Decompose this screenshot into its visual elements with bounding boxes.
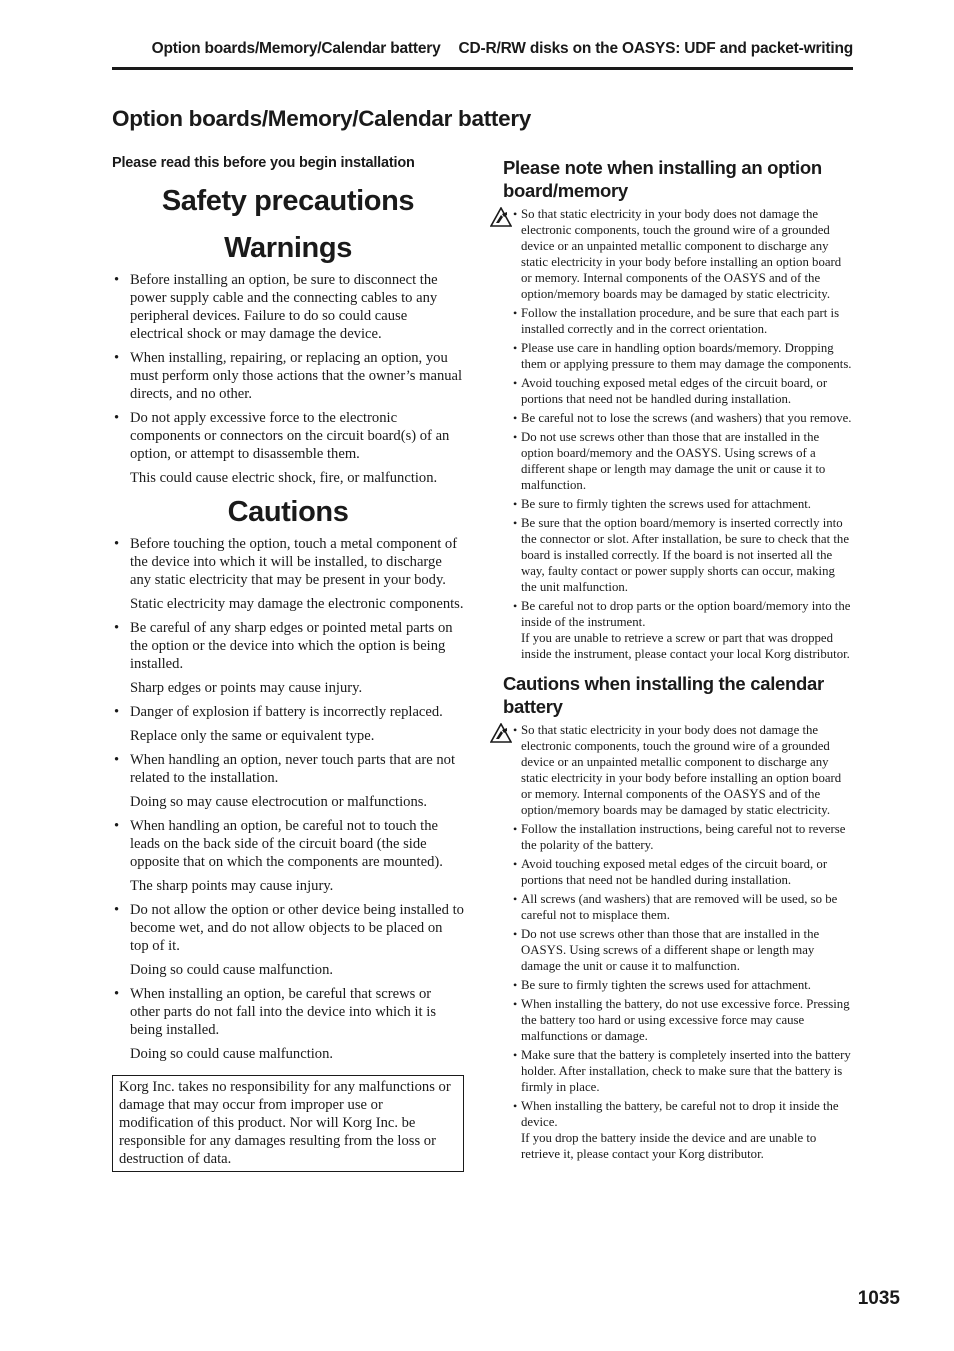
bullet-dot: •: [114, 620, 120, 636]
bullet-dot: •: [513, 857, 518, 871]
battery-precaution-item: [503, 722, 853, 818]
option-precaution-item: [503, 375, 853, 407]
battery-precaution-item-text: Do not use screws other than those that are installed in the OASYS. Using screws of a different shape or length may damage the unit or cause it to malfunction.: [521, 927, 820, 973]
battery-precaution-item-text: Be sure to firmly tighten the screws used for attachment.: [521, 978, 811, 992]
left-column: [112, 155, 464, 1172]
option-precaution-item: [503, 429, 853, 493]
caution-item-text: Danger of explosion if battery is incorrectly replaced.: [130, 704, 443, 720]
option-precaution-item-text: Do not use screws other than those that are installed in the option board/memory and the OASYS. Using screws of a different shape or length may damage the unit or cause it to malfunction.: [521, 430, 826, 492]
battery-precaution-item-text: Avoid touching exposed metal edges of the circuit board, or portions that need not be handled during installation.: [521, 857, 828, 887]
option-precautions: [503, 206, 853, 662]
bullet-dot: •: [513, 411, 518, 425]
bullet-dot: •: [513, 341, 518, 355]
caution-item-text: When handling an option, be careful not to touch the leads on the back side of the circuit board (the side opposite that on which the components are mounted).: [130, 818, 443, 870]
bullet-dot: •: [513, 997, 518, 1011]
battery-heading: Cautions when installing the calendar battery: [503, 673, 824, 717]
running-header: [113, 40, 853, 58]
safety-heading: Safety precautions: [161, 185, 415, 217]
disclaimer-box: Korg Inc. takes no responsibility for any malfunctions or damage that may occur from improper use or modification of this product. Nor will Korg Inc. be responsible for any damages resulting from the loss or destruction of data.: [112, 1075, 464, 1172]
battery-precaution-item-text: When installing the battery, do not use excessive force. Pressing the battery too hard or using excessive force may cause malfunctions or damage.: [521, 997, 850, 1043]
warning-item: [112, 409, 464, 487]
caution-item: [112, 619, 464, 697]
battery-precaution-list: [503, 722, 853, 1162]
option-install-heading: Please note when installing an option board/memory: [503, 157, 822, 201]
bullet-dot: •: [513, 306, 518, 320]
battery-precaution-item: [503, 891, 853, 923]
bullet-dot: •: [513, 978, 518, 992]
caution-item-note: Doing so may cause electrocution or malfunctions.: [130, 794, 428, 810]
right-column: [503, 156, 853, 1165]
warnings-heading: Warnings: [224, 232, 352, 264]
running-header-left: Option boards/Memory/Calendar battery: [151, 40, 441, 57]
caution-item-note: Doing so could cause malfunction.: [130, 962, 334, 978]
battery-precaution-item: [503, 821, 853, 853]
option-precaution-item-text: So that static electricity in your body does not damage the electronic components, touch the ground wire of a grounded device or an unpainted metallic component to discharge any static electricity in your body before installing an option board or memory. Internal components of the OASYS and of the option/memory boards may be damaged by static electricity.: [521, 207, 842, 301]
caution-item: [112, 703, 464, 745]
battery-precaution-item-text: Follow the installation instructions, being careful not to reverse the polarity of the battery.: [521, 822, 846, 852]
bullet-dot: •: [513, 516, 518, 530]
battery-precautions: [503, 722, 853, 1162]
warnings-list: [112, 271, 464, 487]
battery-precaution-item-text: Make sure that the battery is completely inserted into the battery holder. After installation, check to make sure that the battery is firmly in place.: [521, 1048, 851, 1094]
bullet-dot: •: [114, 350, 120, 366]
warning-item-text: When installing, repairing, or replacing an option, you must perform only those actions that the owner’s manual directs, and no other.: [130, 350, 463, 402]
bullet-dot: •: [513, 376, 518, 390]
option-precaution-item-text: Please use care in handling option boards/memory. Dropping them or applying pressure to them may damage the components.: [521, 341, 852, 371]
bullet-dot: •: [513, 497, 518, 511]
caution-item-text: When handling an option, never touch parts that are not related to the installation.: [130, 752, 456, 786]
battery-precaution-item: [503, 1098, 853, 1162]
option-precaution-item-text: Avoid touching exposed metal edges of the circuit board, or portions that need not be handled during installation.: [521, 376, 828, 406]
bullet-dot: •: [114, 902, 120, 918]
bullet-dot: •: [513, 723, 518, 737]
caution-item: [112, 901, 464, 979]
option-precaution-item: [503, 515, 853, 595]
caution-item-text: Be careful of any sharp edges or pointed metal parts on the option or the device into which the option is being installed.: [130, 620, 453, 672]
option-precaution-item: [503, 206, 853, 302]
caution-item-note: Static electricity may damage the electronic components.: [130, 596, 464, 612]
caution-item-text: Before touching the option, touch a metal component of the device into which it will be installed, to discharge any static electricity that may be present in your body.: [130, 536, 458, 588]
section-title: Option boards/Memory/Calendar battery: [112, 106, 531, 131]
warning-item-text: Do not apply excessive force to the electronic components or connectors on the circuit board(s) of an option, or attempt to disassemble them.: [130, 410, 450, 462]
bullet-dot: •: [114, 818, 120, 834]
caution-item-note: The sharp points may cause injury.: [130, 878, 334, 894]
warning-item: [112, 271, 464, 343]
option-precaution-item: [503, 410, 853, 426]
caution-item: [112, 985, 464, 1063]
caution-item-text: Do not allow the option or other device being installed to become wet, and do not allow objects to be placed on top of it.: [130, 902, 464, 954]
warning-item: [112, 349, 464, 403]
battery-precaution-item: [503, 996, 853, 1044]
bullet-dot: •: [114, 986, 120, 1002]
caution-item: [112, 817, 464, 895]
battery-precaution-item: [503, 856, 853, 888]
option-precaution-item-text: Be sure that the option board/memory is inserted correctly into the connector or slot. After installation, be sure to check that the board is installed correctly. If the board is not inserted all the way, faulty contact or power supply shorts can occur, making the unit malfunction.: [521, 516, 849, 594]
bullet-dot: •: [513, 822, 518, 836]
bullet-dot: •: [513, 892, 518, 906]
battery-precaution-item-text: All screws (and washers) that are removed will be used, so be careful not to misplace them.: [521, 892, 838, 922]
battery-precaution-item: [503, 1047, 853, 1095]
bullet-dot: •: [513, 207, 518, 221]
caution-item: [112, 535, 464, 613]
caution-item-note: Replace only the same or equivalent type.: [130, 728, 375, 744]
option-precaution-list: [503, 206, 853, 662]
bullet-dot: •: [114, 272, 120, 288]
option-precaution-item: [503, 598, 853, 662]
battery-precaution-item: [503, 926, 853, 974]
page-number: 1035: [857, 1288, 900, 1309]
bullet-dot: •: [513, 1099, 518, 1113]
header-rule: [112, 67, 853, 70]
cautions-list: [112, 535, 464, 1063]
bullet-dot: •: [513, 430, 518, 444]
option-precaution-item-text: Be careful not to drop parts or the option board/memory into the inside of the instrument.: [521, 599, 851, 629]
battery-precaution-item-text: When installing the battery, be careful not to drop it inside the device.: [521, 1099, 839, 1129]
bullet-dot: •: [114, 410, 120, 426]
bullet-dot: •: [114, 704, 120, 720]
bullet-dot: •: [114, 752, 120, 768]
caution-item: [112, 751, 464, 811]
option-precaution-item: [503, 305, 853, 337]
option-precaution-item-note: If you are unable to retrieve a screw or part that was dropped inside the instrument, please contact your local Korg distributor.: [521, 631, 850, 661]
option-precaution-item: [503, 340, 853, 372]
battery-precaution-item: [503, 977, 853, 993]
option-precaution-item: [503, 496, 853, 512]
warning-item-text: Before installing an option, be sure to disconnect the power supply cable and the connecting cables to any peripheral devices. Failure to do so could cause electrical shock or may damage the device.: [130, 272, 438, 342]
option-precaution-item-text: Be careful not to lose the screws (and washers) that you remove.: [521, 411, 852, 425]
running-header-right: CD-R/RW disks on the OASYS: UDF and packet-writing: [458, 40, 853, 57]
warning-item-note: This could cause electric shock, fire, or malfunction.: [130, 470, 438, 486]
option-precaution-item-text: Be sure to firmly tighten the screws used for attachment.: [521, 497, 811, 511]
cautions-heading: Cautions: [227, 496, 349, 528]
bullet-dot: •: [513, 1048, 518, 1062]
pre-install-note: Please read this before you begin installation: [112, 155, 415, 171]
caution-item-note: Doing so could cause malfunction.: [130, 1046, 334, 1062]
option-precaution-item-text: Follow the installation procedure, and be sure that each part is installed correctly and in the correct orientation.: [521, 306, 840, 336]
battery-precaution-item-text: So that static electricity in your body does not damage the electronic components, touch the ground wire of a grounded device or an unpainted metallic component to discharge any static electricity in your body before installing an option board or memory. Internal components of the OASYS and of the option/memory boards may be damaged by static electricity.: [521, 723, 842, 817]
caution-item-note: Sharp edges or points may cause injury.: [130, 680, 363, 696]
bullet-dot: •: [114, 536, 120, 552]
battery-precaution-item-note: If you drop the battery inside the device and are unable to retrieve it, please contact your Korg distributor.: [521, 1131, 817, 1161]
bullet-dot: •: [513, 927, 518, 941]
bullet-dot: •: [513, 599, 518, 613]
caution-item-text: When installing an option, be careful that screws or other parts do not fall into the device into which it is being installed.: [130, 986, 436, 1038]
